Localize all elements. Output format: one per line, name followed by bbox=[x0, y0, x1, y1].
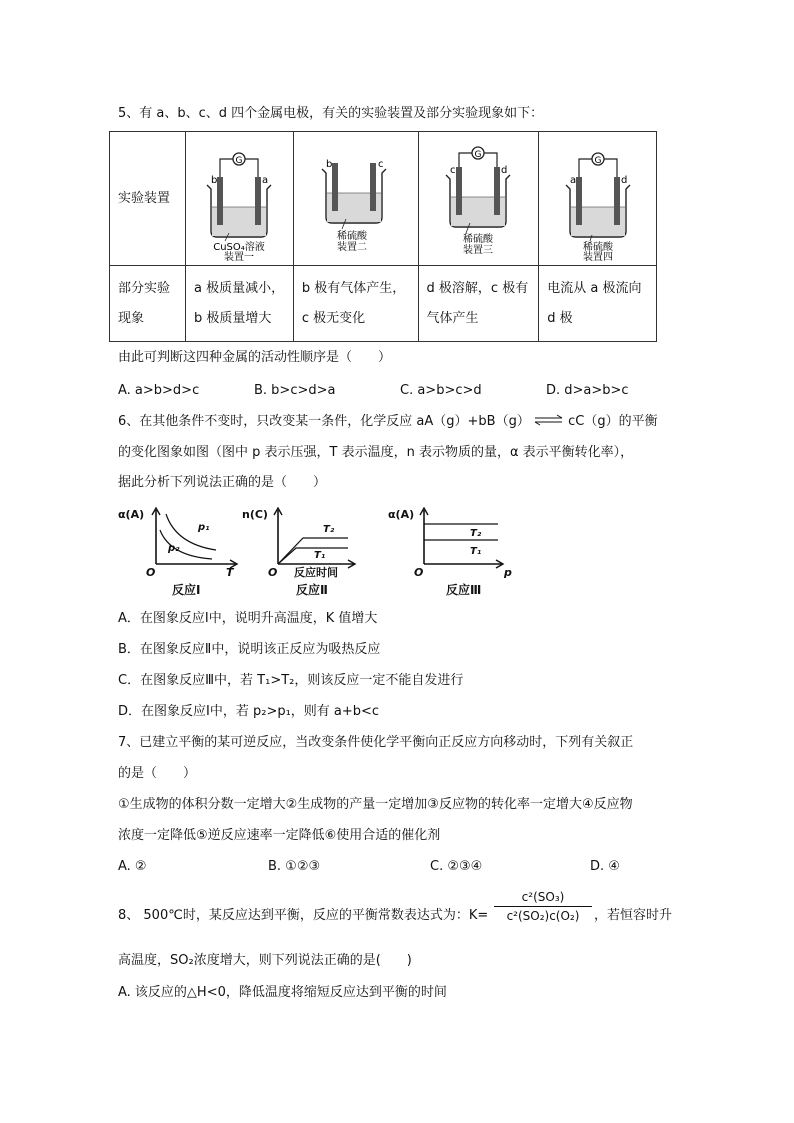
svg-text:O: O bbox=[414, 566, 424, 579]
svg-text:p₂: p₂ bbox=[168, 543, 180, 554]
svg-text:p: p bbox=[504, 566, 512, 579]
q8-line1-a: 8、 500℃时，某反应达到平衡，反应的平衡常数表达式为：K= bbox=[118, 908, 489, 923]
svg-text:稀硫酸: 稀硫酸 bbox=[336, 230, 367, 242]
device-cell-1 bbox=[185, 132, 293, 266]
caption-reaction-1: 反应Ⅰ bbox=[172, 583, 201, 597]
device-cell-3 bbox=[418, 132, 539, 266]
svg-text:p₁: p₁ bbox=[198, 522, 210, 533]
fraction-numerator: c²(SO₃) bbox=[521, 890, 565, 904]
svg-text:装置四: 装置四 bbox=[582, 251, 613, 261]
svg-text:T₂: T₂ bbox=[470, 528, 482, 539]
q7-option-c[interactable]: C. ②③④ bbox=[430, 859, 483, 874]
svg-text:T: T bbox=[226, 566, 234, 579]
equilibrium-arrow-icon bbox=[534, 414, 564, 426]
beaker-apparatus-4 bbox=[546, 137, 650, 261]
svg-text:b: b bbox=[325, 158, 333, 170]
svg-text:a: a bbox=[262, 174, 269, 186]
observation-3: d 极溶解，c 极有 气体产生 bbox=[418, 266, 539, 342]
q5-option-b[interactable]: B. b>c>d>a bbox=[254, 383, 336, 398]
q7-line1: 7、已建立平衡的某可逆反应，当改变条件使化学平衡向正反应方向移动时，下列有关叙正 bbox=[118, 735, 634, 750]
q7-line2: 的是（ ） bbox=[118, 766, 197, 781]
meter-icon: G bbox=[594, 155, 602, 166]
caption-reaction-2: 反应Ⅱ bbox=[296, 583, 328, 597]
svg-text:装置三: 装置三 bbox=[463, 244, 494, 256]
svg-text:d: d bbox=[620, 174, 627, 186]
q5-option-c[interactable]: C. a>b>c>d bbox=[400, 383, 482, 398]
q5-table bbox=[109, 131, 657, 342]
q6-graphs bbox=[118, 504, 518, 600]
row-header-apparatus: 实验装置 bbox=[110, 132, 186, 266]
q7-line4: 浓度一定降低⑤逆反应速率一定降低⑥使用合适的催化剂 bbox=[118, 828, 441, 843]
graph-reaction-2 bbox=[242, 508, 355, 597]
row-header-observations: 部分实验 现象 bbox=[110, 266, 186, 342]
q5-stem: 5、有 a、b、c、d 四个金属电极，有关的实验装置及部分实验现象如下： bbox=[118, 106, 544, 121]
q6-line3: 据此分析下列说法正确的是（ ） bbox=[118, 475, 327, 490]
svg-text:反应时间: 反应时间 bbox=[294, 566, 338, 579]
graph-reaction-1 bbox=[118, 508, 237, 597]
svg-text:稀硫酸: 稀硫酸 bbox=[463, 233, 494, 245]
q6-option-b[interactable]: B．在图象反应Ⅱ中，说明该正反应为吸热反应 bbox=[118, 642, 381, 657]
beaker-apparatus-3 bbox=[426, 137, 530, 261]
q7-option-a[interactable]: A. ② bbox=[118, 859, 147, 874]
q7-line3: ①生成物的体积分数一定增大②生成物的产量一定增加③反应物的转化率一定增大④反应物 bbox=[118, 797, 633, 812]
q6-option-d[interactable]: D．在图象反应Ⅰ中，若 p₂>p₁，则有 a+b<c bbox=[118, 704, 380, 719]
q5-option-d[interactable]: D. d>a>b>c bbox=[546, 383, 629, 398]
q6-line1: 6、在其他条件不变时，只改变某一条件，化学反应 aA（g）+bB（g） cC（g）的平衡 bbox=[118, 414, 658, 429]
q6-line2: 的变化图象如图（图中 p 表示压强，T 表示温度，n 表示物质的量，α 表示平衡转化率）， bbox=[118, 445, 634, 460]
svg-text:α(A): α(A) bbox=[388, 508, 415, 521]
q8-line1-b: ，若恒容时升 bbox=[594, 908, 673, 923]
device-cell-4 bbox=[539, 132, 657, 266]
svg-text:CuSO₄溶液: CuSO₄溶液 bbox=[213, 241, 266, 253]
svg-text:n(C): n(C) bbox=[242, 508, 268, 521]
q7-option-d[interactable]: D. ④ bbox=[590, 859, 620, 874]
observation-4: 电流从 a 极流向 d 极 bbox=[539, 266, 657, 342]
svg-text:c: c bbox=[450, 164, 456, 176]
svg-text:d: d bbox=[501, 164, 508, 176]
svg-text:α(A): α(A) bbox=[118, 508, 145, 521]
q5-option-a[interactable]: A. a>b>d>c bbox=[118, 383, 200, 398]
beaker-apparatus-2 bbox=[304, 137, 408, 261]
svg-text:c: c bbox=[377, 158, 384, 170]
device-cell-2 bbox=[293, 132, 418, 266]
graph-reaction-3 bbox=[388, 508, 512, 597]
q6-option-c[interactable]: C．在图象反应Ⅲ中，若 T₁>T₂，则该反应一定不能自发进行 bbox=[118, 673, 464, 688]
svg-text:O: O bbox=[268, 566, 278, 579]
caption-reaction-3: 反应Ⅲ bbox=[446, 583, 482, 597]
svg-text:b: b bbox=[211, 174, 218, 186]
fraction-denominator: c²(SO₂)c(O₂) bbox=[494, 906, 592, 925]
svg-text:T₁: T₁ bbox=[470, 546, 482, 557]
meter-icon: G bbox=[235, 155, 243, 166]
q5-question: 由此可判断这四种金属的活动性顺序是（ ） bbox=[118, 350, 392, 365]
observation-1: a 极质量减小， b 极质量增大 bbox=[185, 266, 293, 342]
q7-option-b[interactable]: B. ①②③ bbox=[268, 859, 321, 874]
meter-icon: G bbox=[474, 149, 482, 160]
svg-text:T₂: T₂ bbox=[323, 524, 335, 535]
svg-text:装置二: 装置二 bbox=[336, 241, 367, 253]
svg-text:O: O bbox=[146, 566, 156, 579]
svg-text:装置一: 装置一 bbox=[224, 251, 255, 261]
q8-line2: 高温度，SO₂浓度增大，则下列说法正确的是( ) bbox=[118, 953, 412, 968]
svg-text:a: a bbox=[569, 174, 576, 186]
observation-2: b 极有气体产生， c 极无变化 bbox=[293, 266, 418, 342]
svg-text:稀硫酸: 稀硫酸 bbox=[582, 241, 613, 253]
q6-option-a[interactable]: A．在图象反应Ⅰ中，说明升高温度，K 值增大 bbox=[118, 611, 378, 626]
equilibrium-constant-fraction bbox=[494, 888, 592, 925]
svg-text:T₁: T₁ bbox=[314, 550, 326, 561]
beaker-apparatus-1 bbox=[187, 137, 291, 261]
q8-option-a[interactable]: A. 该反应的△H<0，降低温度将缩短反应达到平衡的时间 bbox=[118, 985, 447, 1000]
